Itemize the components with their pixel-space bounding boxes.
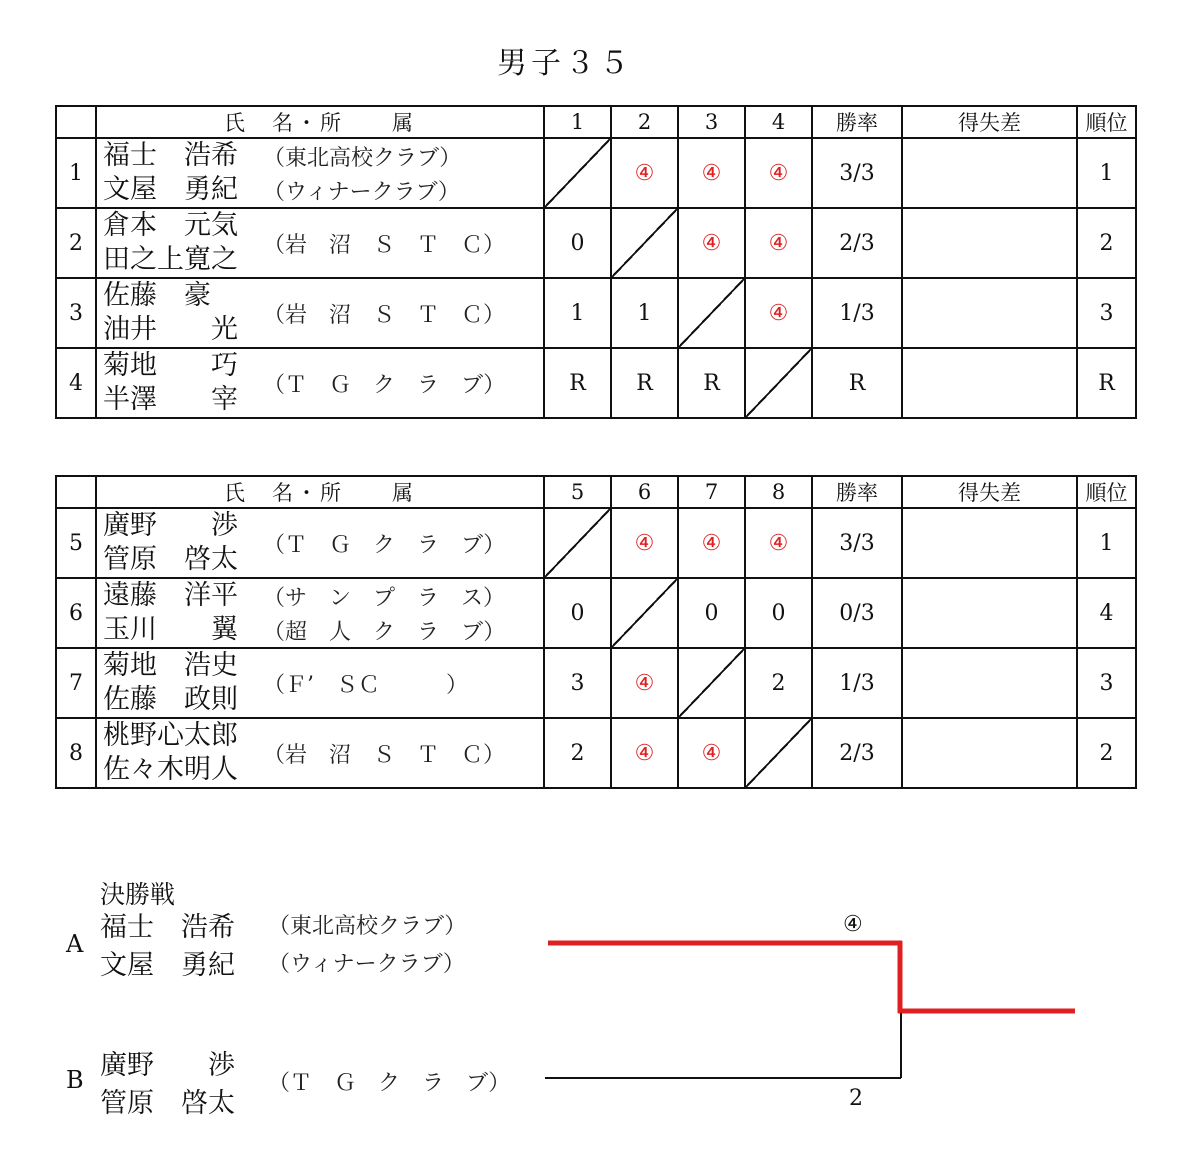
club-name: （岩 沼 Ｓ Ｔ Ｃ）: [263, 742, 506, 768]
result-cell: R: [611, 348, 678, 418]
club-name: （東北高校クラブ）: [263, 145, 462, 171]
header-col: 3: [678, 106, 745, 138]
result-cell: 1: [544, 278, 611, 348]
player-name: 佐藤 豪: [103, 280, 211, 311]
result-cell: ④: [611, 138, 678, 208]
final-score-a: ④: [843, 912, 863, 937]
header-rank: 順位: [1077, 476, 1136, 508]
win-rate-cell: 2/3: [812, 718, 902, 788]
row-number: 6: [56, 578, 96, 648]
player-name: 佐々木明人: [103, 754, 238, 785]
player-name: 文屋 勇紀: [100, 949, 235, 981]
rank-cell: 3: [1077, 648, 1136, 718]
header-win-rate: 勝率: [812, 106, 902, 138]
result-cell: ④: [678, 718, 745, 788]
player-name: 文屋 勇紀: [103, 174, 238, 205]
player-name: 廣野 渉: [100, 1049, 235, 1081]
row-number: 3: [56, 278, 96, 348]
header-col: 6: [611, 476, 678, 508]
result-cell: 3: [544, 648, 611, 718]
page-title: 男子３５: [497, 46, 633, 81]
club-name: （Ｔ Ｇ ク ラ ブ）: [263, 532, 506, 558]
seed-a: A: [66, 930, 84, 958]
player-name: 廣野 渉: [103, 510, 238, 541]
club-name: （ウィナークラブ）: [268, 951, 465, 977]
club-name: （サ ン プ ラ ス）: [263, 585, 506, 611]
player-name: 管原 啓太: [100, 1087, 235, 1119]
row-number: 8: [56, 718, 96, 788]
result-cell: ④: [745, 278, 812, 348]
header-name-affiliation: 氏 名・所 属: [96, 476, 544, 508]
club-name: （岩 沼 Ｓ Ｔ Ｃ）: [263, 302, 506, 328]
result-cell: ④: [611, 508, 678, 578]
rank-cell: 4: [1077, 578, 1136, 648]
result-cell: 0: [745, 578, 812, 648]
player-name: 佐藤 政則: [103, 684, 238, 715]
result-cell: 2: [544, 718, 611, 788]
result-cell: 0: [678, 578, 745, 648]
win-rate-cell: 1/3: [812, 648, 902, 718]
club-name: （Ｆ’ ＳＣ ）: [263, 672, 468, 698]
result-cell: ④: [678, 508, 745, 578]
win-rate-cell: 3/3: [812, 508, 902, 578]
rank-cell: R: [1077, 348, 1136, 418]
player-name: 遠藤 洋平: [103, 580, 238, 611]
header-col: 2: [611, 106, 678, 138]
win-rate-cell: 3/3: [812, 138, 902, 208]
result-cell: 1: [611, 278, 678, 348]
club-name: （東北高校クラブ）: [268, 913, 467, 939]
player-name: 倉本 元気: [103, 210, 238, 241]
win-rate-cell: 1/3: [812, 278, 902, 348]
row-number: 2: [56, 208, 96, 278]
row-number: 4: [56, 348, 96, 418]
final-label: 決勝戦: [100, 880, 176, 909]
result-cell: ④: [611, 718, 678, 788]
player-name: 管原 啓太: [103, 544, 238, 575]
rank-cell: 2: [1077, 718, 1136, 788]
seed-b: B: [66, 1066, 84, 1094]
rank-cell: 3: [1077, 278, 1136, 348]
rank-cell: 1: [1077, 138, 1136, 208]
header-win-rate: 勝率: [812, 476, 902, 508]
result-cell: 2: [745, 648, 812, 718]
club-name: （岩 沼 Ｓ Ｔ Ｃ）: [263, 232, 506, 258]
header-name-affiliation: 氏 名・所 属: [96, 106, 544, 138]
result-cell: ④: [678, 138, 745, 208]
result-cell: ④: [745, 508, 812, 578]
header-col: 1: [544, 106, 611, 138]
header-rank: 順位: [1077, 106, 1136, 138]
header-col: 7: [678, 476, 745, 508]
player-name: 菊地 浩史: [103, 650, 238, 681]
header-diff: 得失差: [902, 106, 1077, 138]
club-name: （Ｔ Ｇ ク ラ ブ）: [268, 1070, 511, 1096]
player-name: 福士 浩希: [100, 911, 235, 943]
header-col: 8: [745, 476, 812, 508]
row-number: 1: [56, 138, 96, 208]
win-rate-cell: 0/3: [812, 578, 902, 648]
result-cell: ④: [611, 648, 678, 718]
result-cell: ④: [745, 208, 812, 278]
row-number: 5: [56, 508, 96, 578]
result-cell: ④: [678, 208, 745, 278]
result-cell: R: [544, 348, 611, 418]
rank-cell: 1: [1077, 508, 1136, 578]
final-score-b: 2: [849, 1086, 863, 1111]
club-name: （ウィナークラブ）: [263, 179, 460, 205]
row-number: 7: [56, 648, 96, 718]
header-col: 4: [745, 106, 812, 138]
result-cell: ④: [745, 138, 812, 208]
result-cell: 0: [544, 578, 611, 648]
player-name: 半澤 宰: [103, 384, 238, 415]
header-col: 5: [544, 476, 611, 508]
player-name: 菊地 巧: [103, 350, 238, 381]
player-name: 福士 浩希: [103, 140, 238, 171]
win-rate-cell: R: [812, 348, 902, 418]
player-name: 油井 光: [103, 314, 238, 345]
player-name: 田之上寛之: [103, 244, 238, 275]
club-name: （Ｔ Ｇ ク ラ ブ）: [263, 372, 506, 398]
win-rate-cell: 2/3: [812, 208, 902, 278]
club-name: （超 人 ク ラ ブ）: [263, 619, 506, 645]
header-diff: 得失差: [902, 476, 1077, 508]
player-name: 玉川 翼: [103, 614, 238, 645]
rank-cell: 2: [1077, 208, 1136, 278]
player-name: 桃野心太郎: [103, 720, 238, 751]
result-cell: R: [678, 348, 745, 418]
result-cell: 0: [544, 208, 611, 278]
